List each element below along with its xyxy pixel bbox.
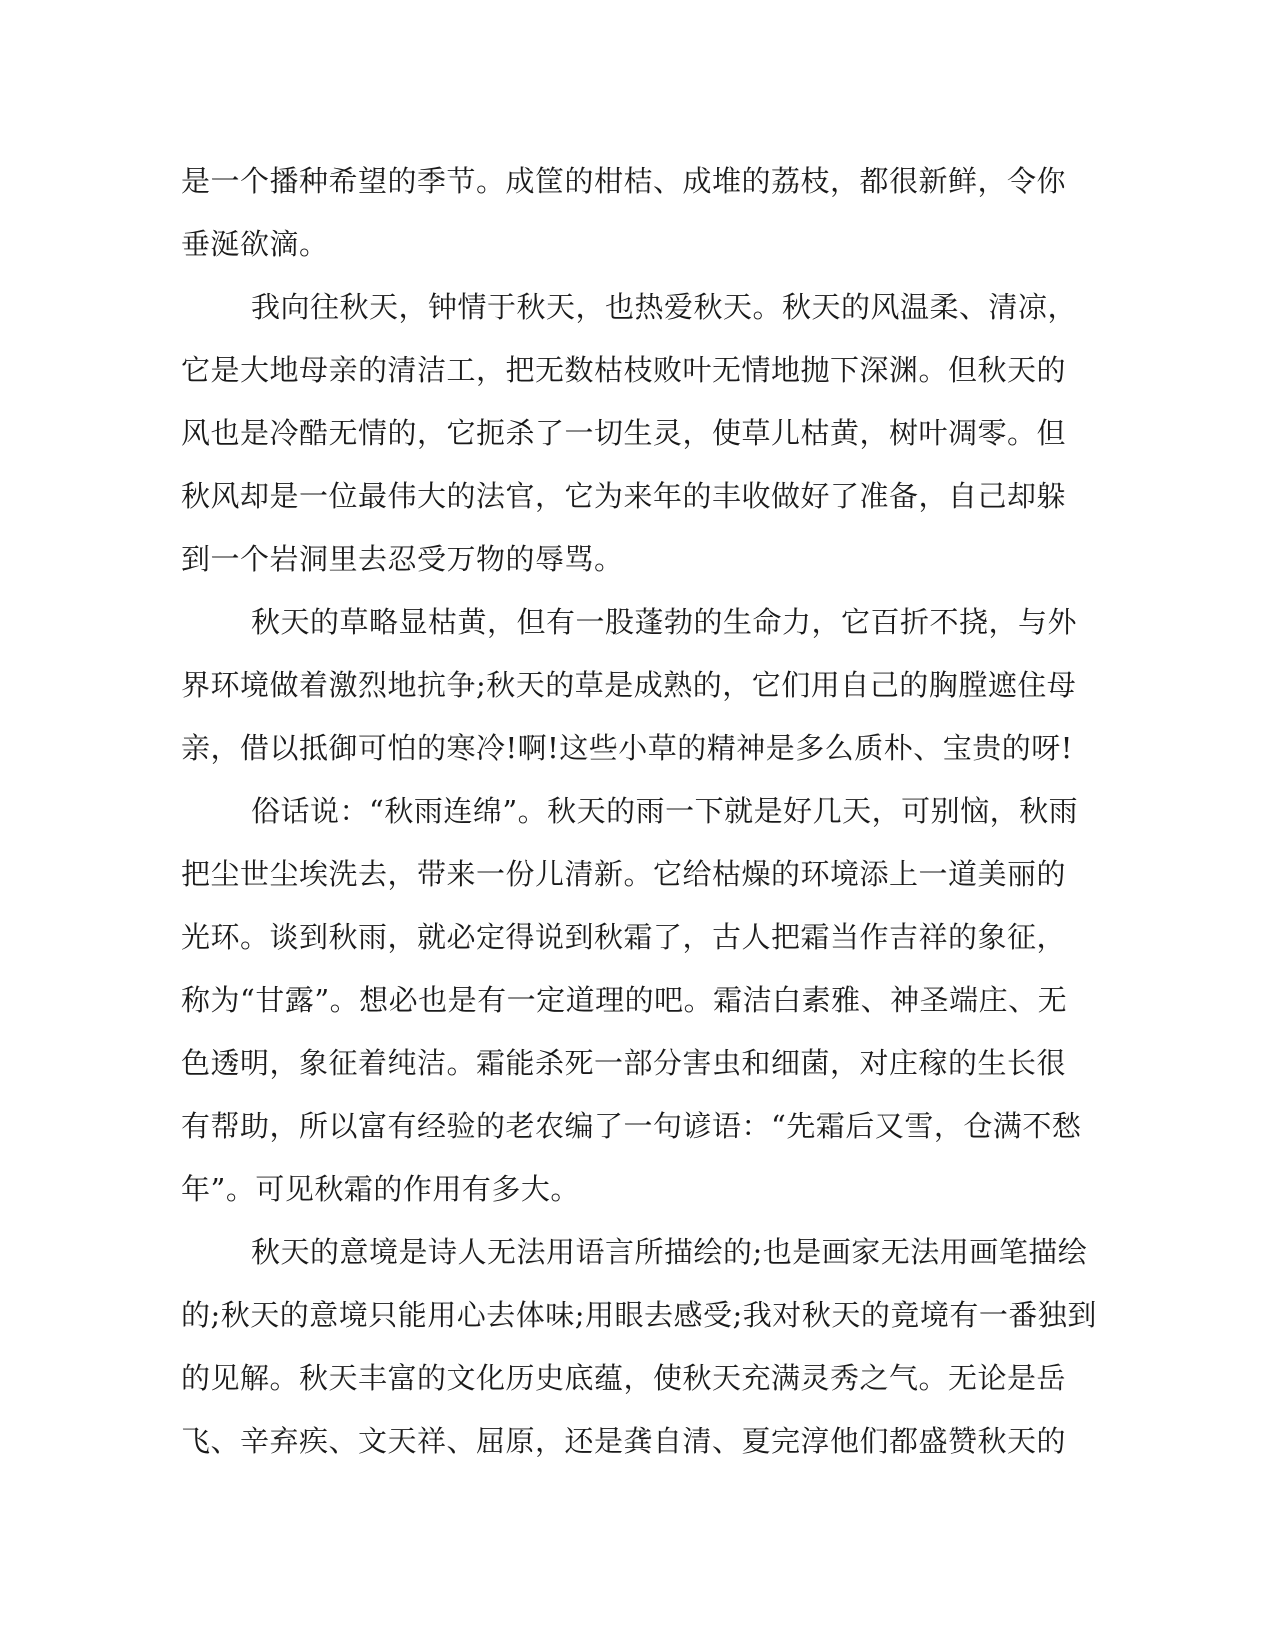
text-line: 称为“甘露”。想必也是有一定道理的吧。霜洁白素雅、神圣端庄、无 <box>181 983 1068 1017</box>
text-line: 是一个播种希望的季节。成筐的柑桔、成堆的荔枝，都很新鲜，令你 <box>181 164 1067 198</box>
text-line: 色透明，象征着纯洁。霜能杀死一部分害虫和细菌，对庄稼的生长很 <box>181 1046 1067 1080</box>
text-line: 秋天的草略显枯黄，但有一股蓬勃的生命力，它百折不挠，与外 <box>251 605 1078 639</box>
text-line: 的见解。秋天丰富的文化历史底蕴，使秋天充满灵秀之气。无论是岳 <box>181 1361 1067 1395</box>
text-line: 秋天的意境是诗人无法用语言所描绘的;也是画家无法用画笔描绘 <box>251 1235 1088 1269</box>
text-line: 光环。谈到秋雨，就必定得说到秋霜了，古人把霜当作吉祥的象征， <box>181 920 1067 954</box>
text-line: 有帮助，所以富有经验的老农编了一句谚语：“先霜后又雪，仓满不愁 <box>181 1109 1082 1143</box>
text-line: 风也是冷酷无情的，它扼杀了一切生灵，使草儿枯黄，树叶凋零。但 <box>181 416 1067 450</box>
text-line: 把尘世尘埃洗去，带来一份儿清新。它给枯燥的环境添上一道美丽的 <box>181 857 1067 891</box>
text-line: 我向往秋天，钟情于秋天，也热爱秋天。秋天的风温柔、清凉， <box>251 290 1078 324</box>
text-line: 秋风却是一位最伟大的法官，它为来年的丰收做好了准备，自己却躲 <box>181 479 1067 513</box>
text-line: 年”。可见秋霜的作用有多大。 <box>181 1172 580 1206</box>
text-line: 垂涎欲滴。 <box>181 227 329 261</box>
text-line: 俗话说：“秋雨连绵”。秋天的雨一下就是好几天，可别恼，秋雨 <box>251 794 1079 828</box>
text-line: 它是大地母亲的清洁工，把无数枯枝败叶无情地抛下深渊。但秋天的 <box>181 353 1067 387</box>
text-line: 到一个岩洞里去忍受万物的辱骂。 <box>181 542 624 576</box>
text-line: 飞、辛弃疾、文天祥、屈原，还是龚自清、夏完淳他们都盛赞秋天的 <box>181 1424 1067 1458</box>
text-line: 亲，借以抵御可怕的寒冷!啊!这些小草的精神是多么质朴、宝贵的呀! <box>181 731 1073 765</box>
text-line: 的;秋天的意境只能用心去体味;用眼去感受;我对秋天的竟境有一番独到 <box>181 1298 1097 1332</box>
text-line: 界环境做着激烈地抗争;秋天的草是成熟的，它们用自己的胸膛遮住母 <box>181 668 1077 702</box>
